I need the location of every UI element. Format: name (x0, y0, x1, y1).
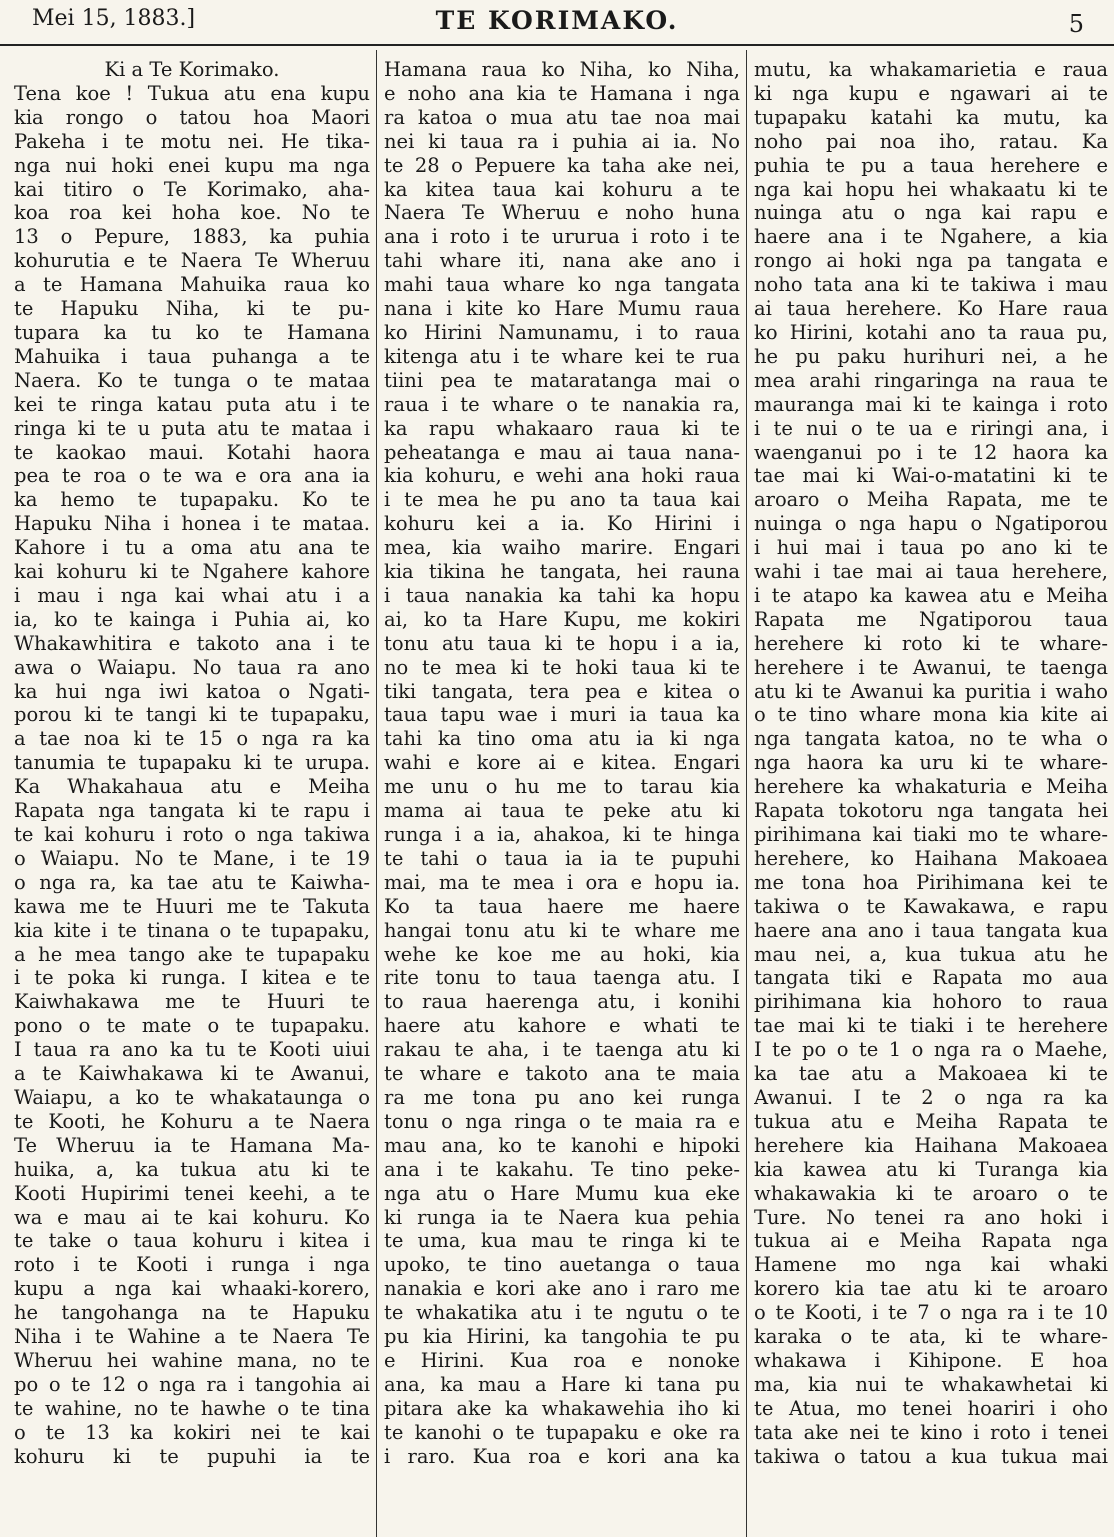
text-line: ki nga kupu e ngawari ai te (754, 81, 1108, 105)
text-line: Wheruu hei wahine mana, no te (14, 1348, 370, 1372)
text-line: taua tapu wae i muri ia taua ka (384, 703, 740, 727)
text-line: Rapata tokotoru nga tangata hei (754, 799, 1108, 823)
text-line: tata ake nei te kino i roto i tenei (754, 1420, 1108, 1444)
text-line: pirihimana kai tiaki mo te whare- (754, 823, 1108, 846)
text-line: a tae noa ki te 15 o nga ra ka (14, 727, 370, 751)
text-line: nga tangata katoa, no te wha o (754, 727, 1108, 751)
text-line: tanumia te tupapaku ki te urupa. (14, 751, 370, 775)
text-line: I taua ra ano ka tu te Kooti uiui (14, 1038, 370, 1062)
text-line: mahi taua whare ko nga tangata (384, 273, 740, 297)
text-line: kia rongo o tatou hoa Maori (14, 105, 370, 129)
text-line: te whakatika atu i te ngutu o te (384, 1301, 740, 1325)
text-line: Mahuika i taua puhanga a te (14, 344, 370, 368)
text-line: pirihimana kia hohoro to raua (754, 990, 1108, 1014)
text-column-1 (14, 58, 370, 1533)
text-line: i taua nanakia ka tahi ka hopu (384, 583, 740, 607)
text-line: Ko ta taua haere me haere (384, 894, 740, 918)
text-line: te wahine, no te hawhe o te tina (14, 1396, 370, 1420)
text-line: o te tino whare mona kia kite ai (754, 703, 1108, 727)
text-line: mutu, ka whakamarietia e raua (754, 58, 1108, 81)
text-line: pea te roa o te wa e ora ana ia (14, 464, 370, 488)
text-line: waenganui po i te 12 haora ka (754, 440, 1108, 464)
text-line: Pakeha i te motu nei. He tika- (14, 129, 370, 153)
text-line: kawa me te Huuri me te Takuta (14, 894, 370, 918)
text-line: aroaro o Meiha Rapata, me te (754, 488, 1108, 512)
text-line: karaka o te ata, ki te whare- (754, 1325, 1108, 1349)
text-line: takiwa o te Kawakawa, e rapu (754, 894, 1108, 918)
text-line: hangai tonu atu ki te whare me (384, 918, 740, 942)
text-line: tonu atu taua ki te hopu i a ia, (384, 631, 740, 655)
text-line: te Kooti, he Kohuru a te Naera (14, 1109, 370, 1133)
text-line: mau ana, ko te kanohi e hipoki (384, 1133, 740, 1157)
text-line: nana i kite ko Hare Mumu raua (384, 297, 740, 321)
text-line: i te poka ki runga. I kitea e te (14, 966, 370, 990)
text-line: rite tonu to taua taenga atu. I (384, 966, 740, 990)
text-line: he tangohanga na te Hapuku (14, 1301, 370, 1325)
text-line: haere atu kahore e whati te (384, 1014, 740, 1038)
text-line: herehere ki roto ki te whare- (754, 631, 1108, 655)
text-line: takiwa o tatou a kua tukua mai (754, 1444, 1108, 1468)
text-line: 13 o Pepure, 1883, ka puhia (14, 225, 370, 249)
column-2-body (384, 58, 740, 1468)
text-line: kai titiro o Te Korimako, aha- (14, 177, 370, 201)
column-divider (376, 50, 377, 1537)
text-line: ka tae atu a Makoaea ki te (754, 1062, 1108, 1086)
text-line: tiki tangata, tera pea e kitea o (384, 679, 740, 703)
text-line: kohuru ki te pupuhi ia te (14, 1444, 370, 1468)
text-line: nuinga o nga hapu o Ngatiporou (754, 512, 1108, 536)
text-line: to raua haerenga atu, i konihi (384, 990, 740, 1014)
text-line: raua i te whare o te nanakia ra, (384, 392, 740, 416)
text-line: nuinga atu o nga kai rapu e (754, 201, 1108, 225)
text-line: I te po o te 1 o nga ra o Maehe, (754, 1038, 1108, 1062)
text-line: atu ki te Awanui ka puritia i waho (754, 679, 1108, 703)
text-line: ka rapu whakaaro raua ki te (384, 416, 740, 440)
text-line: Kooti Hupirimi tenei keehi, a te (14, 1181, 370, 1205)
text-line: whakawakia ki te aroaro o te (754, 1181, 1108, 1205)
text-line: tahi ka tino oma atu ia ki nga (384, 727, 740, 751)
text-line: kohurutia e te Naera Te Wheruu (14, 249, 370, 273)
text-line: nanakia e kori ake ano i raro me (384, 1277, 740, 1301)
text-line: te kai kohuru i roto o nga takiwa (14, 823, 370, 846)
text-line: herehere, ko Haihana Makoaea (754, 846, 1108, 870)
text-line: mauranga mai ki te kainga i roto (754, 392, 1108, 416)
text-line: tiini pea te mataratanga mai o (384, 368, 740, 392)
text-column-3 (754, 58, 1108, 1533)
text-line: tupapaku katahi ka mutu, ka (754, 105, 1108, 129)
text-line: wehe ke koe me au hoki, kia (384, 942, 740, 966)
text-line: upoko, te tino auetanga o taua (384, 1253, 740, 1277)
text-line: Naera Te Wheruu e noho huna (384, 201, 740, 225)
text-line: Ka Whakahaua atu e Meiha (14, 775, 370, 799)
text-line: Whakawhitira e takoto ana i te (14, 631, 370, 655)
text-line: e noho ana kia te Hamana i nga (384, 81, 740, 105)
text-line: mai, ma te mea i ora e hopu ia. (384, 870, 740, 894)
text-line: tonu o nga ringa o te maia ra e (384, 1109, 740, 1133)
text-line: ia, ko te kainga i Puhia ai, ko (14, 607, 370, 631)
text-line: te whare e takoto ana te maia (384, 1062, 740, 1086)
issue-date: Mei 15, 1883.] (32, 6, 196, 31)
text-line: no te mea ki te hoki taua ki te (384, 655, 740, 679)
text-line: Rapata nga tangata ki te rapu i (14, 799, 370, 823)
text-line: Ture. No tenei ra ano hoki i (754, 1205, 1108, 1229)
masthead-title: TE KORIMAKO. (435, 6, 679, 35)
text-line: ka kitea taua kai kohuru a te (384, 177, 740, 201)
text-line: te tahi o taua ia ia te pupuhi (384, 846, 740, 870)
text-line: me tona hoa Pirihimana kei te (754, 870, 1108, 894)
text-line: pitara ake ka whakawehia iho ki (384, 1396, 740, 1420)
text-line: nga haora ka uru ki te whare- (754, 751, 1108, 775)
text-line: herehere ka whakaturia e Meiha (754, 775, 1108, 799)
text-line: po o te 12 o nga ra i tangohia ai (14, 1372, 370, 1396)
text-line: tupara ka tu ko te Hamana (14, 320, 370, 344)
text-line: noho pai noa iho, ratau. Ka (754, 129, 1108, 153)
text-line: tahi whare iti, nana ake ano i (384, 249, 740, 273)
text-line: puhia te pu a taua herehere e (754, 153, 1108, 177)
text-line: ki runga ia te Naera kua pehia (384, 1205, 740, 1229)
text-line: Waiapu, a ko te whakataunga o (14, 1085, 370, 1109)
text-line: ko Hirini Namunamu, i to raua (384, 320, 740, 344)
column-divider (746, 50, 747, 1537)
text-line: wa e mau ai te kai kohuru. Ko (14, 1205, 370, 1229)
text-line: ana i te kakahu. Te tino peke- (384, 1157, 740, 1181)
text-line: a te Kaiwhakawa ki te Awanui, (14, 1062, 370, 1086)
text-line: ai, ko ta Hare Kupu, me kokiri (384, 607, 740, 631)
text-line: e Hirini. Kua roa e nonoke (384, 1348, 740, 1372)
text-line: te Hapuku Niha, ki te pu- (14, 297, 370, 321)
text-line: Tena koe ! Tukua atu ena kupu (14, 81, 370, 105)
text-line: o Waiapu. No te Mane, i te 19 (14, 846, 370, 870)
text-line: kia kawea atu ki Turanga kia (754, 1157, 1108, 1181)
text-line: roto i te Kooti i runga i nga (14, 1253, 370, 1277)
text-line: te take o taua kohuru i kitea i (14, 1229, 370, 1253)
text-line: kia kohuru, e wehi ana hoki raua (384, 464, 740, 488)
text-line: peheatanga e mau ai taua nana- (384, 440, 740, 464)
text-line: runga i a ia, ahakoa, ki te hinga (384, 823, 740, 846)
text-line: porou ki te tangi ki te tupapaku, (14, 703, 370, 727)
text-line: kohuru kei a ia. Ko Hirini i (384, 512, 740, 536)
text-line: nga nui hoki enei kupu ma nga (14, 153, 370, 177)
text-line: i te atapo ka kawea atu e Meiha (754, 583, 1108, 607)
text-line: ma, kia nui te whakawhetai ki (754, 1372, 1108, 1396)
text-line: Kaiwhakawa me te Huuri te (14, 990, 370, 1014)
text-line: me unu o hu me to tarau kia (384, 775, 740, 799)
text-line: Niha i te Wahine a te Naera Te (14, 1325, 370, 1349)
text-line: ko Hirini, kotahi ano ta raua pu, (754, 320, 1108, 344)
text-line: ringa ki te u puta atu te mataa i (14, 416, 370, 440)
text-column-2 (384, 58, 740, 1533)
text-line: awa o Waiapu. No taua ra ano (14, 655, 370, 679)
text-line: Kahore i tu a oma atu ana te (14, 536, 370, 560)
text-line: a he mea tango ake te tupapaku (14, 942, 370, 966)
text-line: te 28 o Pepuere ka taha ake nei, (384, 153, 740, 177)
text-line: o te 13 ka kokiri nei te kai (14, 1420, 370, 1444)
text-line: mama ai taua te peke atu ki (384, 799, 740, 823)
text-line: o nga ra, ka tae atu te Kaiwha- (14, 870, 370, 894)
text-line: ai taua herehere. Ko Hare raua (754, 297, 1108, 321)
text-line: pono o te mate o te tupapaku. (14, 1014, 370, 1038)
letter-heading: Ki a Te Korimako. (104, 58, 280, 81)
text-line: kupu a nga kai whaaki-korero, (14, 1277, 370, 1301)
text-line: huika, a, ka tukua atu ki te (14, 1157, 370, 1181)
text-line: i mau i nga kai whai atu i a (14, 583, 370, 607)
text-line: herehere kia Haihana Makoaea (754, 1133, 1108, 1157)
text-line: mea, kia waiho marire. Engari (384, 536, 740, 560)
text-line: kia kite i te tinana o te tupapaku, (14, 918, 370, 942)
text-line: tae mai ki te tiaki i te herehere (754, 1014, 1108, 1038)
text-line: tangata tiki e Rapata mo aua (754, 966, 1108, 990)
text-line: nei ki taua ra i puhia ai ia. No (384, 129, 740, 153)
text-line: Hamana raua ko Niha, ko Niha, (384, 58, 740, 81)
text-line: pu kia Hirini, ka tangohia te pu (384, 1325, 740, 1349)
text-line: mea arahi ringaringa na raua te (754, 368, 1108, 392)
text-line: kei te ringa katau puta atu i te (14, 392, 370, 416)
text-line: herehere i te Awanui, te taenga (754, 655, 1108, 679)
text-line: te uma, kua mau te ringa ki te (384, 1229, 740, 1253)
column-3-body (754, 58, 1108, 1468)
text-line: te Atua, mo tenei hoariri i oho (754, 1396, 1108, 1420)
text-line: haere ana i te Ngahere, a kia (754, 225, 1108, 249)
text-line: kitenga atu i te whare kei te rua (384, 344, 740, 368)
column-1-body (14, 82, 370, 1469)
text-line: i hui mai i taua po ano ki te (754, 536, 1108, 560)
text-line: ka hemo te tupapaku. Ko te (14, 488, 370, 512)
text-line: nga kai hopu hei whakaatu ki te (754, 177, 1108, 201)
text-line: Awanui. I te 2 o nga ra ka (754, 1085, 1108, 1109)
text-line: o te Kooti, i te 7 o nga ra i te 10 (754, 1301, 1108, 1325)
text-line: te kanohi o te tupapaku e oke ra (384, 1420, 740, 1444)
text-line: mau nei, a, kua tukua atu he (754, 942, 1108, 966)
text-line: Hamene mo nga kai whaki (754, 1253, 1108, 1277)
text-line: ana i roto i te ururua i roto i te (384, 225, 740, 249)
page-number: 5 (1068, 10, 1084, 38)
text-line: Rapata me Ngatiporou taua (754, 607, 1108, 631)
text-line: i te mea he pu ano ta taua kai (384, 488, 740, 512)
text-line: koa roa kei hoha koe. No te (14, 201, 370, 225)
text-line: kia tikina he tangata, hei rauna (384, 560, 740, 584)
text-line: tae mai ki Wai-o-matatini ki te (754, 464, 1108, 488)
text-line: wahi i tae mai ai taua herehere, (754, 560, 1108, 584)
page-header (0, 0, 1114, 46)
text-line: Hapuku Niha i honea i te mataa. (14, 512, 370, 536)
text-line: i te nui o te ua e riringi ana, i (754, 416, 1108, 440)
text-line: tukua atu e Meiha Rapata te (754, 1109, 1108, 1133)
text-line: kai kohuru ki te Ngahere kahore (14, 560, 370, 584)
text-line: he pu paku hurihuri nei, a he (754, 344, 1108, 368)
text-line: i raro. Kua roa e kori ana ka (384, 1444, 740, 1468)
text-line: nga atu o Hare Mumu kua eke (384, 1181, 740, 1205)
text-line: ra katoa o mua atu tae noa mai (384, 105, 740, 129)
text-line: tukua ai e Meiha Rapata nga (754, 1229, 1108, 1253)
text-line: rakau te aha, i te taenga atu ki (384, 1038, 740, 1062)
text-line: wahi e kore ai e kitea. Engari (384, 751, 740, 775)
text-line: ka hui nga iwi katoa o Ngati- (14, 679, 370, 703)
text-line: whakawa i Kihipone. E hoa (754, 1348, 1108, 1372)
text-line: noho tata ana ki te takiwa i mau (754, 273, 1108, 297)
text-line: ana, ka mau a Hare ki tana pu (384, 1372, 740, 1396)
text-line: haere ana ano i taua tangata kua (754, 918, 1108, 942)
text-line: Naera. Ko te tunga o te mataa (14, 368, 370, 392)
text-line: te kaokao maui. Kotahi haora (14, 440, 370, 464)
text-line: rongo ai hoki nga pa tangata e (754, 249, 1108, 273)
text-line: Te Wheruu ia te Hamana Ma- (14, 1133, 370, 1157)
text-line: ra me tona pu ano kei runga (384, 1085, 740, 1109)
text-line: korero kia tae atu ki te aroaro (754, 1277, 1108, 1301)
text-line: a te Hamana Mahuika raua ko (14, 273, 370, 297)
